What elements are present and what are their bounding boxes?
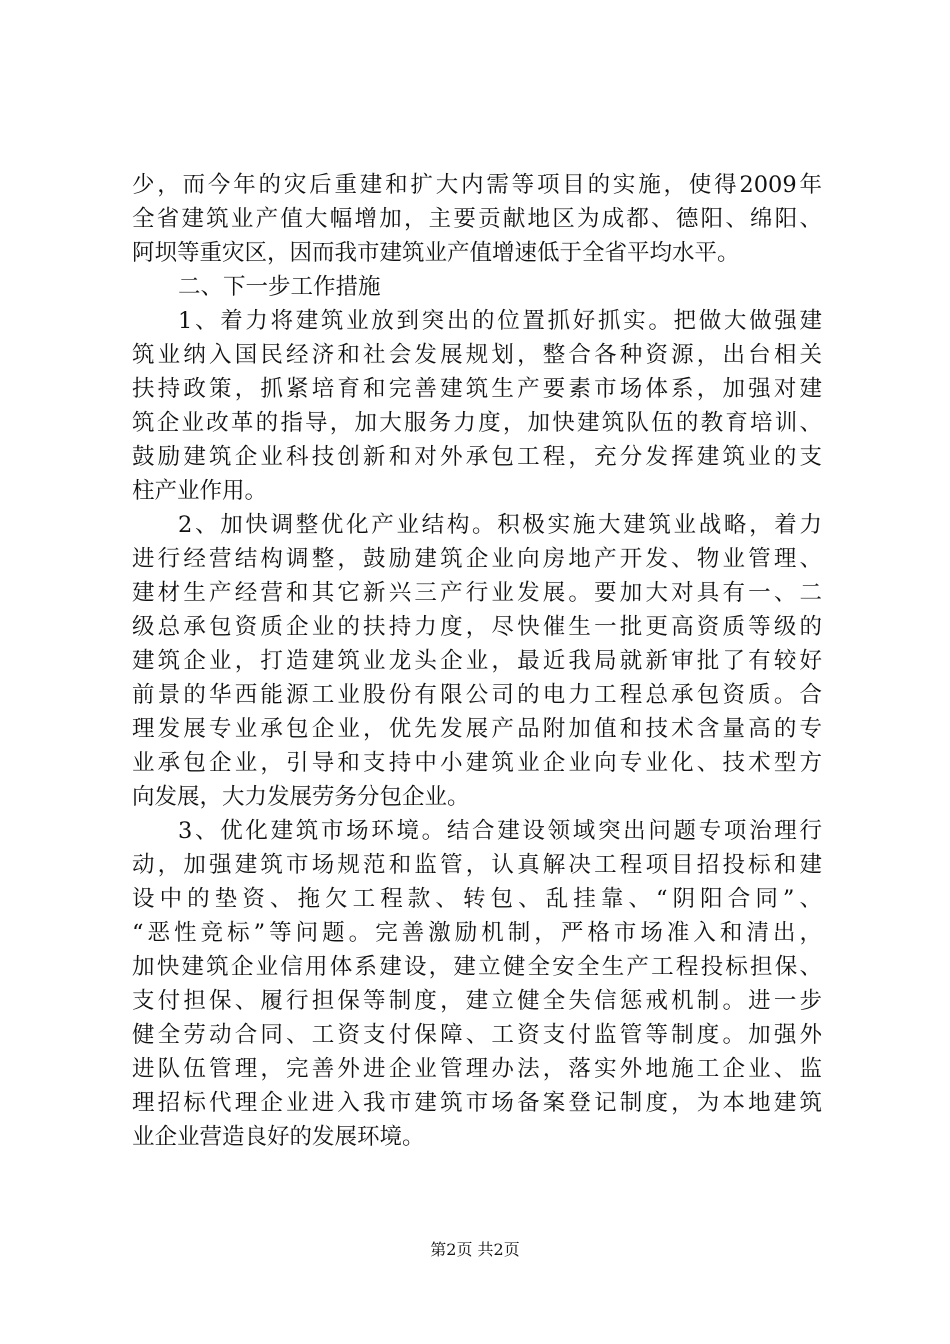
- text-line: 建筑企业，打造建筑业龙头企业，最近我局就新审批了有较好: [132, 648, 822, 674]
- text-line: 健全劳动合同、工资支付保障、工资支付监管等制度。加强外: [132, 1022, 822, 1048]
- text-line: 扶持政策，抓紧培育和完善建筑生产要素市场体系，加强对建: [132, 376, 822, 402]
- text-line: 3、优化建筑市场环境。结合建设领域突出问题专项治理行: [178, 818, 822, 844]
- text-line: 理发展专业承包企业，优先发展产品附加值和技术含量高的专: [132, 716, 822, 742]
- text-line: 支付担保、履行担保等制度，建立健全失信惩戒机制。进一步: [132, 988, 822, 1014]
- text-line: 进行经营结构调整，鼓励建筑企业向房地产开发、物业管理、: [132, 546, 822, 572]
- text-line: 建材生产经营和其它新兴三产行业发展。要加大对具有一、二: [132, 580, 822, 606]
- page-footer: 第2页 共2页: [430, 1240, 520, 1259]
- text-line: 鼓励建筑企业科技创新和对外承包工程，充分发挥建筑业的支: [132, 444, 822, 470]
- text-line: 二、下一步工作措施: [178, 274, 381, 300]
- text-line: 向发展，大力发展劳务分包企业。: [132, 784, 470, 810]
- text-line: 1、着力将建筑业放到突出的位置抓好抓实。把做大做强建: [178, 308, 822, 334]
- text-line: 2、加快调整优化产业结构。积极实施大建筑业战略，着力: [178, 512, 822, 538]
- text-line: 少，而今年的灾后重建和扩大内需等项目的实施，使得2009年: [132, 172, 822, 198]
- text-line: “恶性竞标”等问题。完善激励机制，严格市场准入和清出，: [132, 920, 822, 946]
- text-line: 进队伍管理，完善外进企业管理办法，落实外地施工企业、监: [132, 1056, 822, 1082]
- text-line: 动，加强建筑市场规范和监管，认真解决工程项目招投标和建: [132, 852, 822, 878]
- text-line: 业企业营造良好的发展环境。: [132, 1124, 425, 1150]
- text-line: 理招标代理企业进入我市建筑市场备案登记制度，为本地建筑: [132, 1090, 822, 1116]
- text-line: 级总承包资质企业的扶持力度，尽快催生一批更高资质等级的: [132, 614, 822, 640]
- text-line: 柱产业作用。: [132, 478, 268, 504]
- text-line: 业承包企业，引导和支持中小建筑业企业向专业化、技术型方: [132, 750, 822, 776]
- text-line: 筑业纳入国民经济和社会发展规划，整合各种资源，出台相关: [132, 342, 822, 368]
- text-line: 前景的华西能源工业股份有限公司的电力工程总承包资质。合: [132, 682, 822, 708]
- text-line: 全省建筑业产值大幅增加，主要贡献地区为成都、德阳、绵阳、: [132, 206, 822, 232]
- document-body: [132, 168, 822, 1154]
- text-line: 加快建筑企业信用体系建设，建立健全安全生产工程投标担保、: [132, 954, 822, 980]
- text-line: 筑企业改革的指导，加大服务力度，加快建筑队伍的教育培训、: [132, 410, 822, 436]
- text-line: 设中的垫资、拖欠工程款、转包、乱挂靠、“阴阳合同”、: [132, 886, 822, 912]
- text-line: 阿坝等重灾区，因而我市建筑业产值增速低于全省平均水平。: [132, 240, 740, 266]
